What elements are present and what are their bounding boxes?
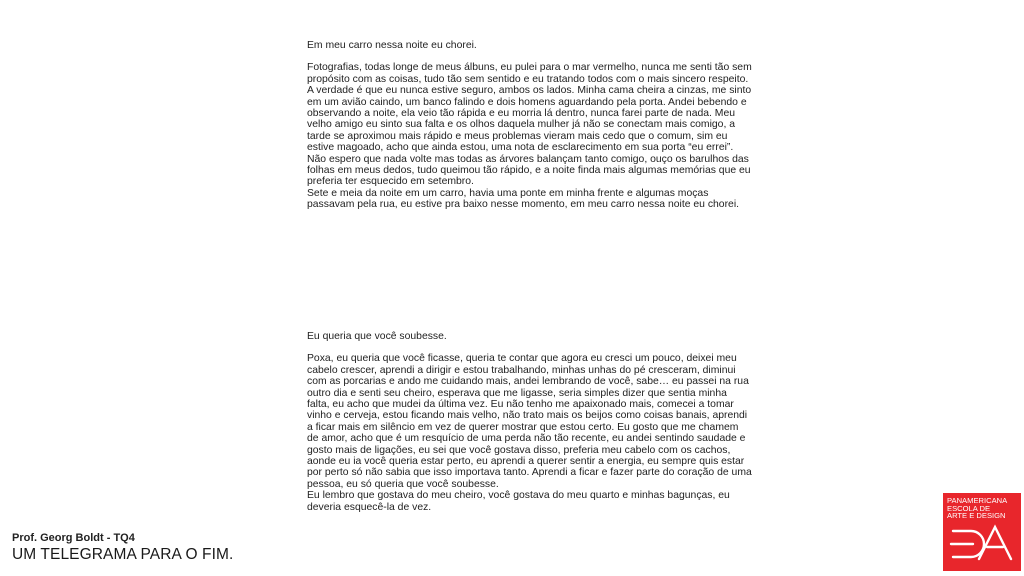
footer-title: UM TELEGRAMA PARA O FIM. [12, 546, 234, 563]
poem-two-title: Eu queria que você soubesse. [307, 331, 447, 342]
poem-one [307, 40, 752, 211]
logo-line-3: ARTE E DESIGN [947, 511, 1006, 521]
poem-one-paragraph-2: Sete e meia da noite em um carro, havia uma ponte em minha frente e algumas moças passavam pela rua, eu estive pra baixo nesse momento, em meu carro nessa noite eu chorei. [307, 187, 740, 211]
poem-two [307, 331, 752, 513]
poem-two-paragraph-2: Eu lembro que gostava do meu cheiro, você gostava do meu quarto e minhas bagunças, eu deveria esquecê-la de vez. [307, 490, 730, 513]
poem-two-paragraph-1: Poxa, eu queria que você ficasse, queria te contar que agora eu cresci um pouco, deixei meu cabelo crescer, aprendi a dirigir e estou trabalhando, minhas unhas do pé cresceram, diminui com as porcarias e ando me cuidando mais, andei lembrando de você, sabe… eu passei na rua outro dia e senti seu cheiro, esperava que me ligasse, seria simples dizer que sentia minha falta, eu acho que mudei da última vez. Eu não tenho me apaixonado mais, comecei a tomar vinho e cerveja, estou ficando mais velho, não trato mais os beijos como coisas banais, aprendi a ficar mais em silêncio em vez de querer mostrar que estou certo. Eu gosto que me chamem de amor, acho que é um resquício de uma perda não tão recente, eu andei sentindo saudade e gosto mais de ligações, eu sei que você gostava disso, preferia meu cabelo com os cachos, aonde eu ia você queria estar perto, eu aprendi a querer sentir a energia, eu sempre quis estar por perto só não sabia que isso importava tanto. Aprendi a ficar e fazer parte do coração de uma pessoa, eu só queria que você soubesse. [307, 353, 752, 490]
author-credit: Prof. Georg Boldt - TQ4 [12, 532, 135, 544]
logo-line-2: ESCOLA DE [947, 503, 991, 513]
school-logo [943, 493, 1021, 571]
poem-one-paragraph-1: Fotografias, todas longe de meus álbuns, eu pulei para o mar vermelho, nunca me senti tão sem propósito com as coisas, tudo tão sem sentido e eu tratando todos com o mais sincero respeito. A verdade é que eu nunca estive seguro, ambos os lados. Minha cama cheira a cinzas, me sinto em um avião caindo, um banco falindo e dois homens aguardando pela porta. Andei bebendo e observando a noite, ela veio tão rápida e eu morria lá dentro, nunca farei parte de nada. Meu velho amigo eu sinto sua falta e os olhos daquela mulher já não se conectam mais comigo, a tarde se aproximou mais rápido e meus problemas vieram mais cedo que o comum, sim eu estive magoado, acho que ainda estou, uma nota de esclarecimento em sua porta “eu errei”. Não espero que nada volte mas todas as árvores balançam tanto comigo, ouço os barulhos das folhas em meus dedos, tudo queimou tão rápido, e a noite finda mais algumas memórias que eu preferia ter esquecido em setembro. [307, 62, 752, 188]
logo-mark-icon [943, 493, 1021, 571]
logo-line-1: PANAMERICANA [947, 496, 1008, 505]
poem-one-title: Em meu carro nessa noite eu chorei. [307, 40, 477, 51]
